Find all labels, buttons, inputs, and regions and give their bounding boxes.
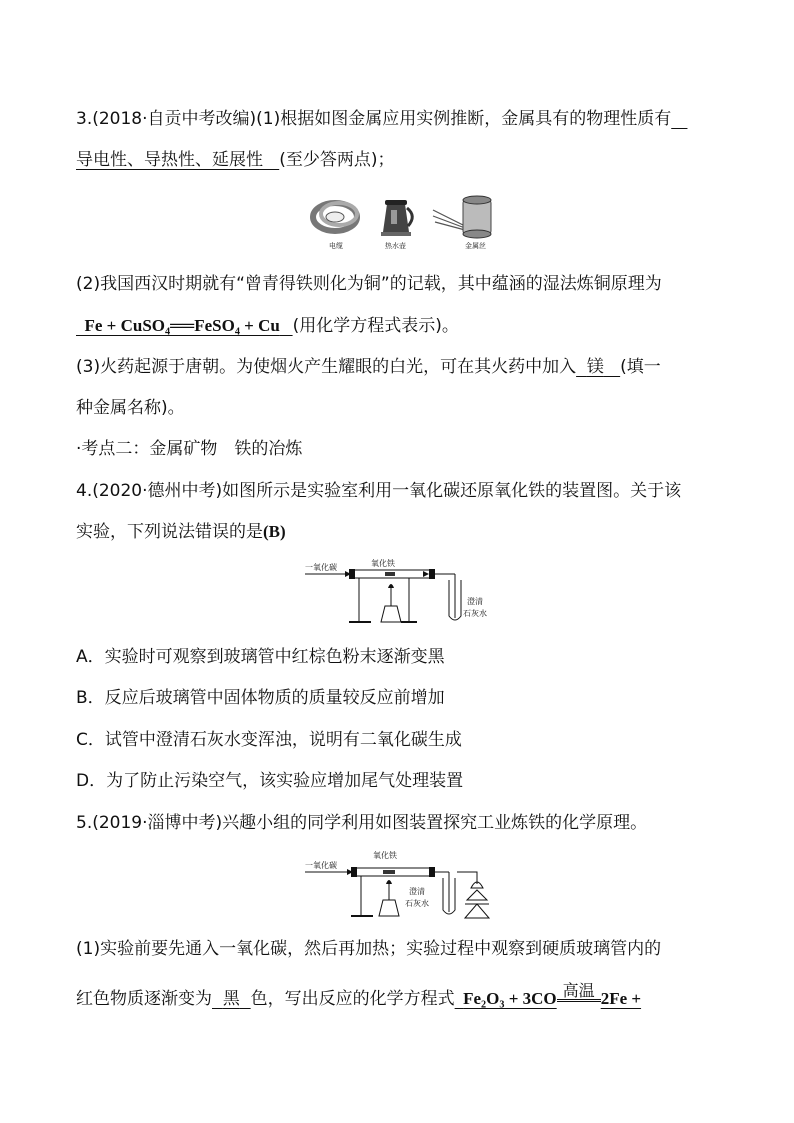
q5-answer-color: 黑 [222, 989, 240, 1009]
metal-wire-image [433, 196, 491, 238]
q4-option-b: B．反应后玻璃管中固体物质的质量较反应前增加 [76, 688, 445, 708]
q4-label-limewater: 石灰水 [463, 609, 487, 618]
q3-part3-line2: 种金属名称)。 [76, 398, 185, 418]
q4-apparatus-diagram [305, 558, 495, 626]
q3-line2-tail: (至少答两点)； [279, 150, 395, 170]
q3-blank-lead [671, 109, 687, 129]
q3-answer1: 导电性、导热性、延展性 [76, 150, 263, 170]
caption-cable: 电缆 [329, 242, 343, 250]
q4-option-d: D．为了防止污染空气，该实验应增加尾气处理装置 [76, 771, 464, 791]
q5-part1-line2: 红色物质逐渐变为 黑 色，写出反应的化学方程式 Fe₂O₃ + 3CO 高温 2Fe + [76, 981, 642, 1009]
q3-part3-line1: (3)火药起源于唐朝。为使烟火产生耀眼的白光，可在其火药中加入 镁 (填一 [76, 357, 661, 377]
caption-metal-wire: 金属丝 [465, 242, 486, 250]
q5-line1: 5.(2019·淄博中考)兴趣小组的同学利用如图装置探究工业炼铁的化学原理。 [76, 813, 648, 833]
q5-equation-condition: 高温 [557, 983, 601, 1002]
kettle-image [381, 200, 412, 236]
q5-label-clear: 澄清 [409, 887, 425, 896]
section-heading: ·考点二：金属矿物 铁的冶炼 [76, 439, 303, 459]
q4-label-clear: 澄清 [467, 597, 483, 606]
q5-label-co: 一氧化碳 [305, 861, 337, 870]
cable-image [313, 203, 357, 231]
q3-part2-line2 [76, 314, 459, 338]
q3-part3-answer: 镁 [586, 357, 604, 377]
caption-kettle: 热水壶 [385, 242, 406, 250]
q5-equation-left: Fe₂O₃ + 3CO [463, 989, 557, 1008]
q3-part2-line1: (2)我国西汉时期就有“曾青得铁则化为铜”的记载，其中蕴涵的湿法炼铜原理为 [76, 274, 662, 294]
q4-answer: (B) [263, 522, 286, 541]
q5-label-limewater: 石灰水 [405, 899, 429, 908]
q4-line1: 4.(2020·德州中考)如图所示是实验室利用一氧化碳还原氧化铁的装置图。关于该 [76, 481, 682, 501]
q5-label-fe2o3: 氧化铁 [373, 851, 397, 860]
q3-line1 [76, 107, 687, 131]
q5-apparatus-diagram [305, 848, 500, 920]
q4-line2: 实验，下列说法错误的是(B) [76, 522, 286, 542]
q4-label-fe2o3: 氧化铁 [371, 559, 395, 568]
q3-part2-tail: (用化学方程式表示)。 [292, 316, 459, 336]
q4-label-co: 一氧化碳 [305, 563, 337, 572]
q5-equation-right: 2Fe + [600, 989, 642, 1008]
q3-part2-answer: Fe + CuSO₄══FeSO₄ + Cu [84, 316, 280, 335]
q4-option-a: A．实验时可观察到玻璃管中红棕色粉末逐渐变黑 [76, 647, 445, 667]
q5-part1-line1: (1)实验前要先通入一氧化碳，然后再加热；实验过程中观察到硬质玻璃管内的 [76, 939, 662, 959]
q3-line2 [76, 148, 394, 172]
q4-option-c: C．试管中澄清石灰水变浑浊，说明有二氧化碳生成 [76, 730, 462, 750]
q3-stem: 3.(2018·自贡中考改编)(1)根据如图金属应用实例推断，金属具有的物理性质有 [76, 109, 672, 129]
metal-application-images [305, 190, 510, 252]
